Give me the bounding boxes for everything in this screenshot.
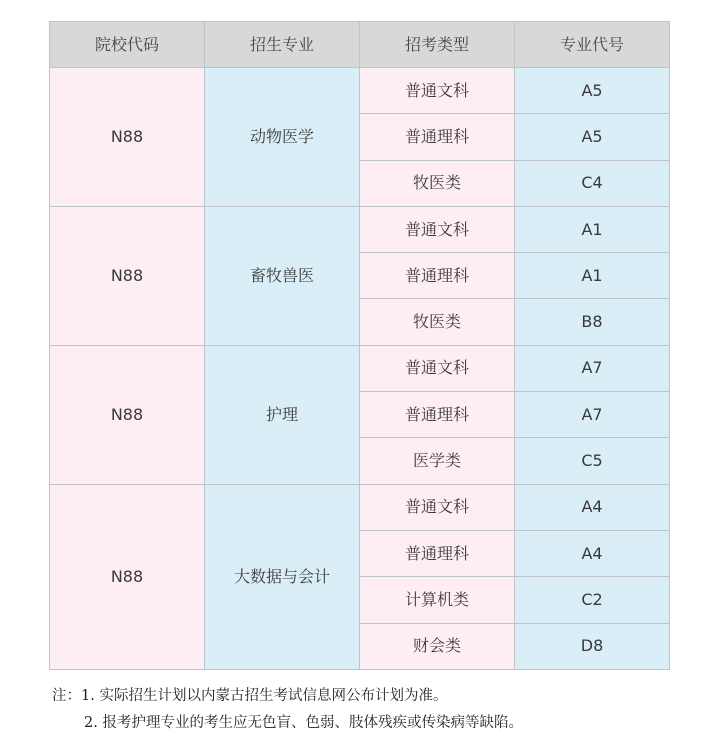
major-code-cell: A4 <box>515 530 670 576</box>
header-school-code: 院校代码 <box>50 22 205 68</box>
note-line-2: 2. 报考护理专业的考生应无色盲、色弱、肢体残疾或传染病等缺陷。 <box>84 715 523 731</box>
header-exam-type: 招考类型 <box>360 22 515 68</box>
footnotes <box>52 683 702 737</box>
major-cell: 畜牧兽医 <box>205 206 360 345</box>
major-code-cell: A1 <box>515 253 670 299</box>
exam-type-cell: 普通文科 <box>360 206 515 252</box>
table-row <box>50 68 670 114</box>
school-code-cell: N88 <box>50 68 205 207</box>
exam-type-cell: 普通理科 <box>360 253 515 299</box>
exam-type-cell: 牧医类 <box>360 299 515 345</box>
exam-type-cell: 普通文科 <box>360 484 515 530</box>
exam-type-cell: 普通理科 <box>360 114 515 160</box>
major-cell: 大数据与会计 <box>205 484 360 669</box>
table-row <box>50 484 670 530</box>
note-line-1: 注：1. 实际招生计划以内蒙古招生考试信息网公布计划为准。 <box>52 688 448 704</box>
major-cell: 动物医学 <box>205 68 360 207</box>
major-code-cell: C4 <box>515 160 670 206</box>
exam-type-cell: 普通文科 <box>360 345 515 391</box>
school-code-cell: N88 <box>50 206 205 345</box>
major-code-cell: C5 <box>515 438 670 484</box>
major-code-cell: A4 <box>515 484 670 530</box>
school-code-cell: N88 <box>50 484 205 669</box>
table-header-row <box>50 22 670 68</box>
major-code-cell: C2 <box>515 577 670 623</box>
exam-type-cell: 普通理科 <box>360 392 515 438</box>
enrollment-plan-table <box>49 21 670 670</box>
major-code-cell: A1 <box>515 206 670 252</box>
exam-type-cell: 牧医类 <box>360 160 515 206</box>
major-code-cell: D8 <box>515 623 670 669</box>
school-code-cell: N88 <box>50 345 205 484</box>
table-row <box>50 206 670 252</box>
exam-type-cell: 财会类 <box>360 623 515 669</box>
exam-type-cell: 计算机类 <box>360 577 515 623</box>
header-major-code: 专业代号 <box>515 22 670 68</box>
major-code-cell: A7 <box>515 345 670 391</box>
exam-type-cell: 医学类 <box>360 438 515 484</box>
major-code-cell: B8 <box>515 299 670 345</box>
major-code-cell: A7 <box>515 392 670 438</box>
table-row <box>50 345 670 391</box>
major-code-cell: A5 <box>515 114 670 160</box>
major-code-cell: A5 <box>515 68 670 114</box>
header-major: 招生专业 <box>205 22 360 68</box>
major-cell: 护理 <box>205 345 360 484</box>
exam-type-cell: 普通理科 <box>360 530 515 576</box>
exam-type-cell: 普通文科 <box>360 68 515 114</box>
